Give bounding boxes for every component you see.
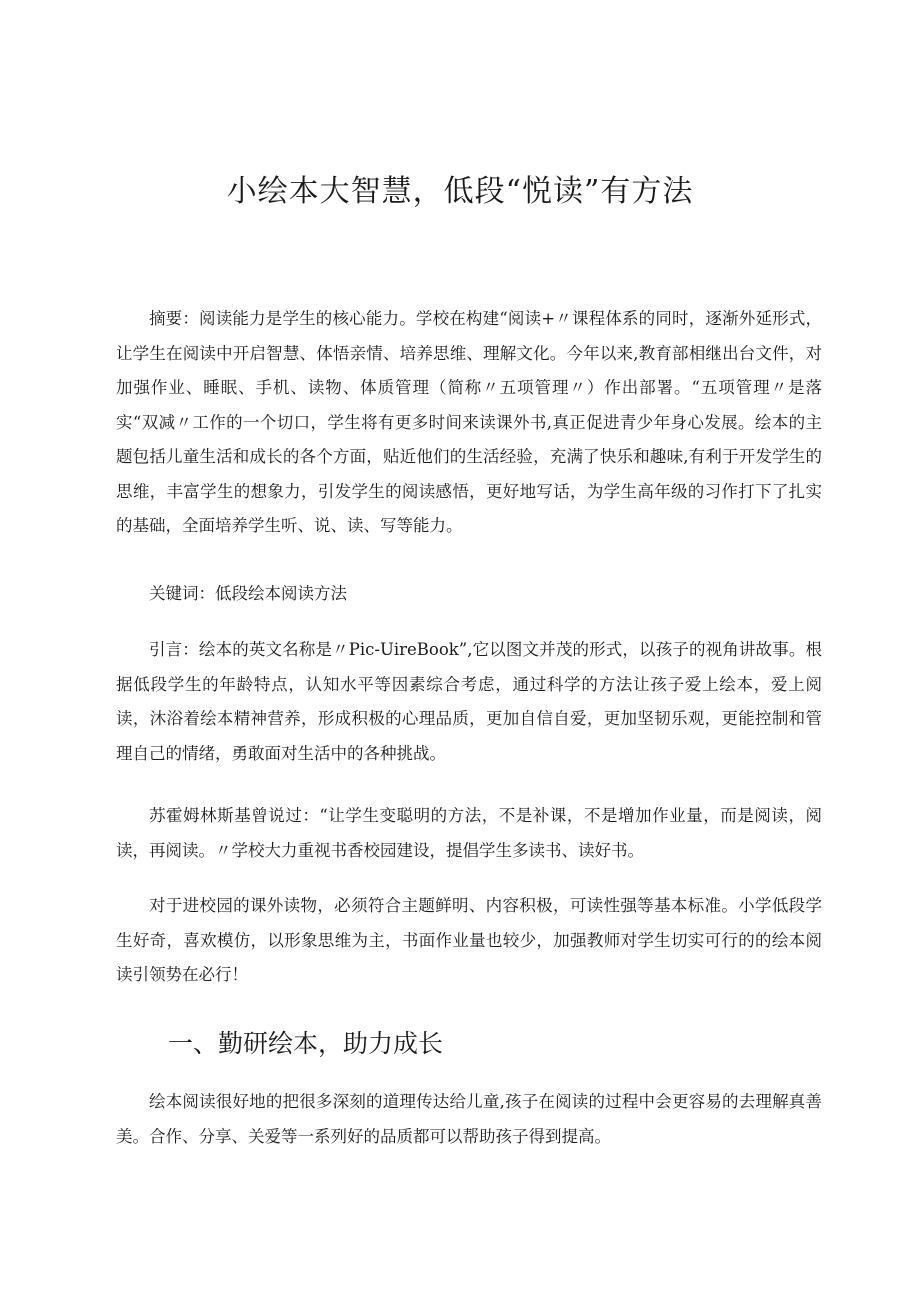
standard-paragraph: 对于进校园的课外读物，必须符合主题鲜明、内容积极，可读性强等基本标准。小学低段学生好奇，喜欢模仿，以形象思维为主，书面作业量也较少，加强教师对学生切实可行的的绘本阅读引领势在必行！ bbox=[116, 896, 822, 984]
abstract-paragraph: 摘要：阅读能力是学生的核心能力。学校在构建“阅读+〃课程体系的同时，逐渐外延形式，让学生在阅读中开启智慧、体悟亲情、培养思维、理解文化。今年以来,教育部相继出台文件，对加强作业、睡眠、手机、读物、体质管理（简称〃五项管理〃）作出部署。“五项管理〃是落实“双减〃工作的一个切口，学生将有更多时间来读课外书,真正促进青少年身心发展。绘本的主题包括儿童生活和成长的各个方面，贴近他们的生活经验，充满了快乐和趣味,有利于开发学生的思维，丰富学生的想象力，引发学生的阅读感悟，更好地写话，为学生高年级的习作打下了扎实的基础，全面培养学生听、说、读、写等能力。 bbox=[116, 309, 822, 535]
section-heading: 一、勤研绘本，助力成长 bbox=[168, 1029, 444, 1058]
keywords-paragraph: 关键词：低段绘本阅读方法 bbox=[149, 584, 347, 603]
intro-paragraph: 引言：绘本的英文名称是〃Pic-UireBook”,它以图文并茂的形式，以孩子的视角讲故事。根据低段学生的年龄特点，认知水平等因素综合考虑，通过科学的方法让孩子爱上绘本，爱上阅读，沐浴着绘本精神营养，形成积极的心理品质，更加自信自爱，更加坚韧乐观，更能控制和管理自己的情绪，勇敢面对生活中的各种挑战。 bbox=[116, 640, 822, 763]
quote-paragraph: 苏霍姆林斯基曾说过：“让学生变聪明的方法，不是补课，不是增加作业量，而是阅读，阅读，再阅读。〃学校大力重视书香校园建设，提倡学生多读书、读好书。 bbox=[116, 806, 822, 860]
section-body-paragraph: 绘本阅读很好地的把很多深刻的道理传达给儿童,孩子在阅读的过程中会更容易的去理解真善美。合作、分享、关爱等一系列好的品质都可以帮助孩子得到提高。 bbox=[116, 1092, 822, 1146]
document-title: 小绘本大智慧，低段“悦读”有方法 bbox=[226, 174, 694, 209]
